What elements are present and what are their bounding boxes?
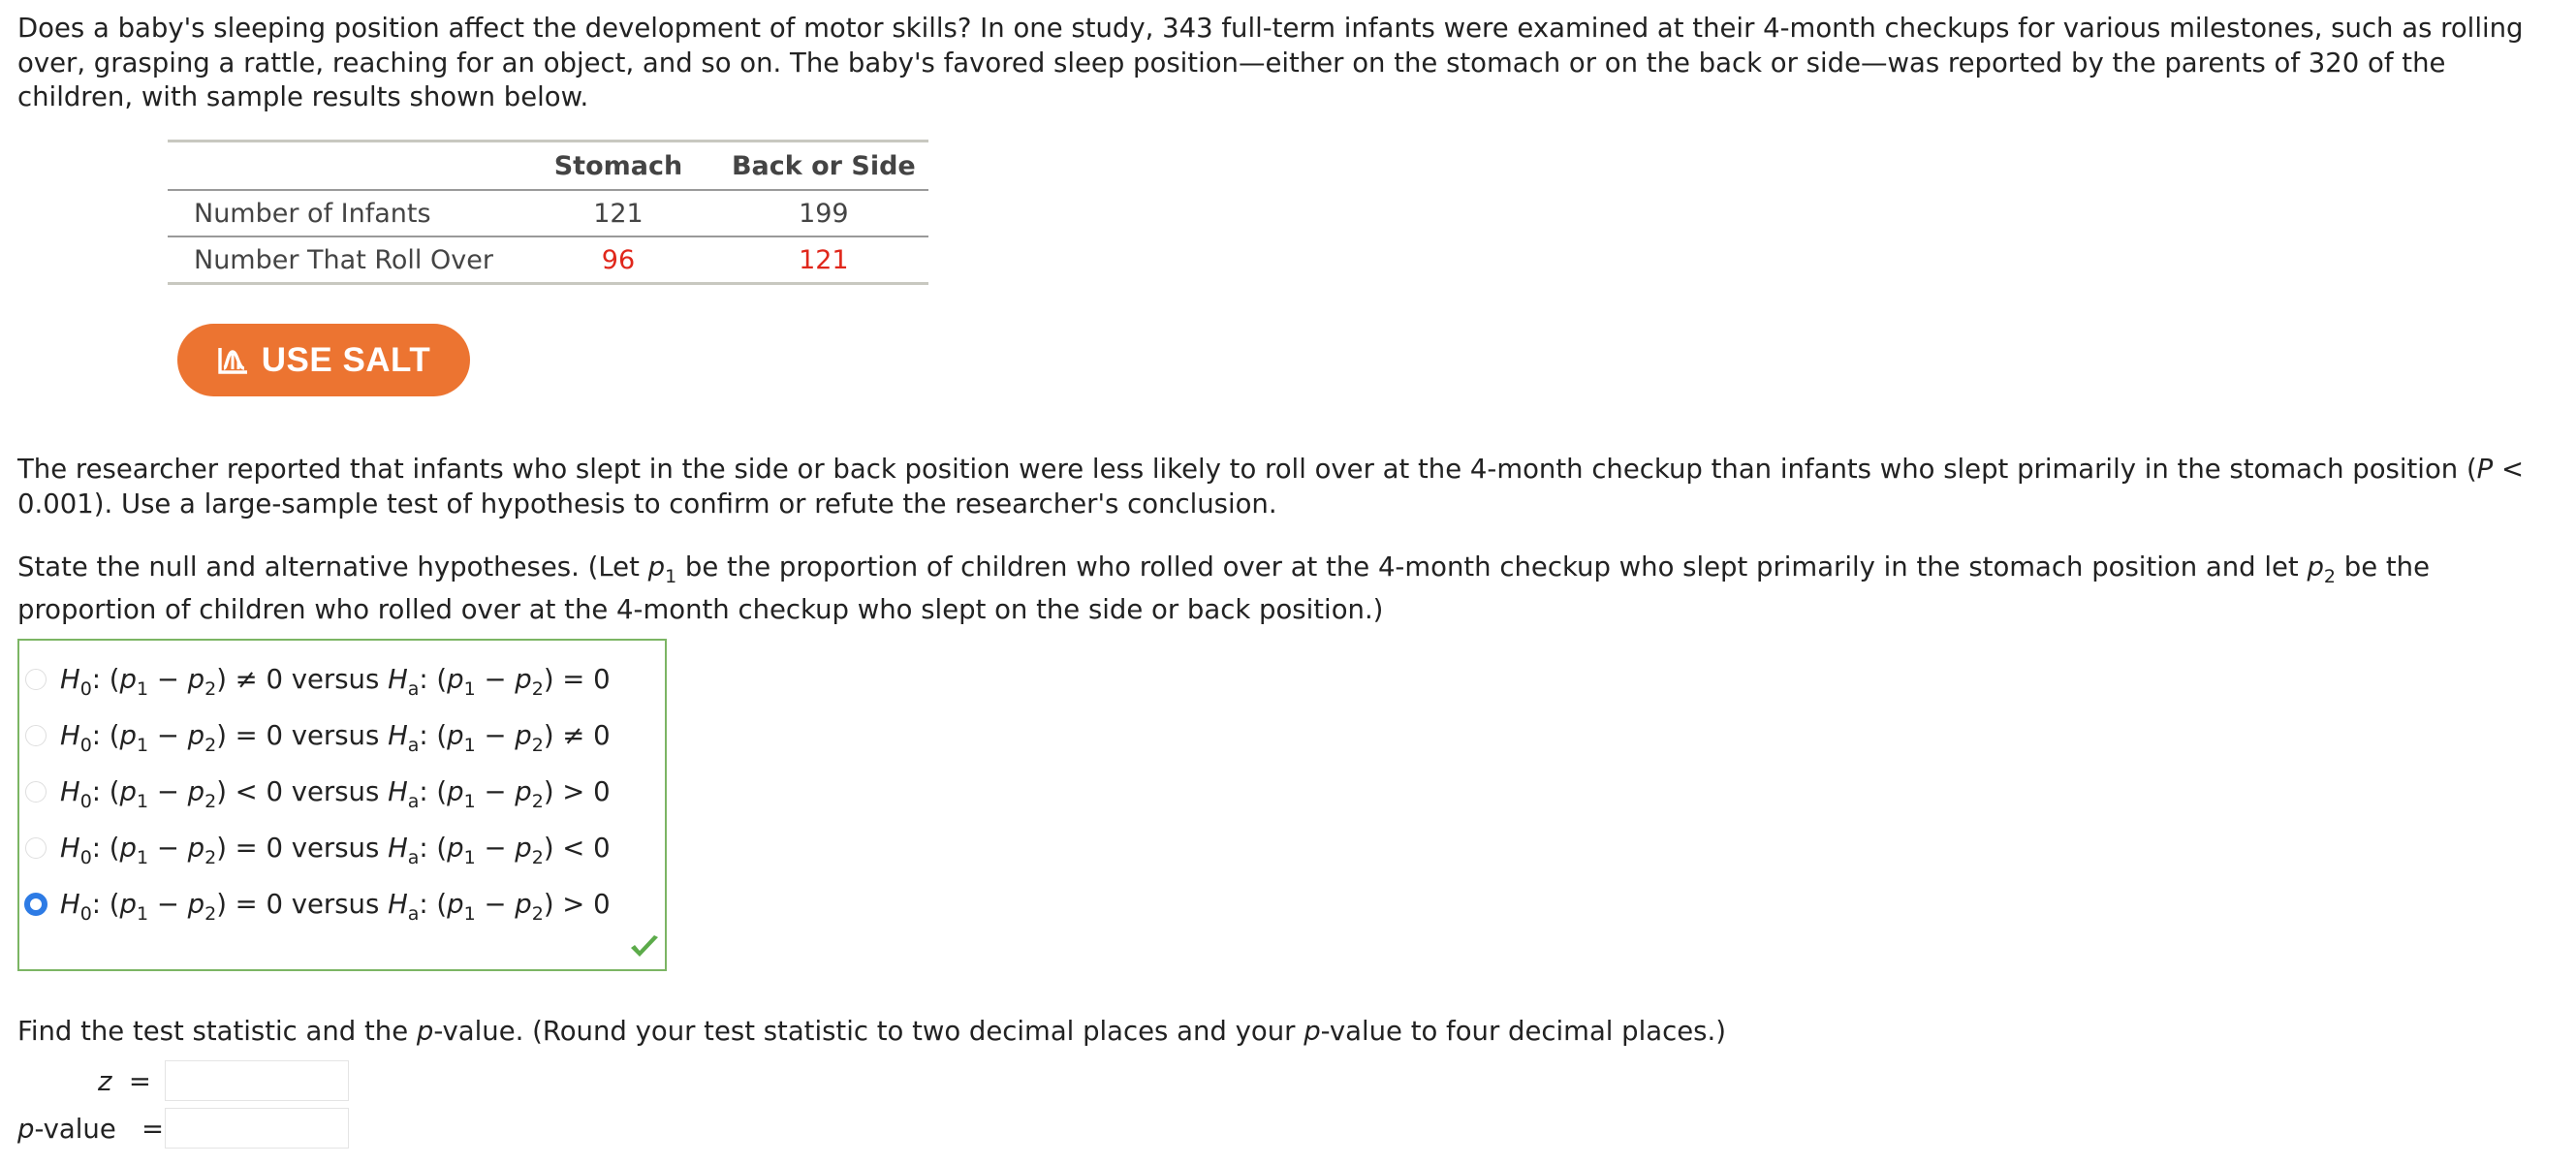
- radio-button[interactable]: [25, 669, 47, 690]
- p1-variable: $p_1$: [647, 551, 677, 587]
- p-variable: p: [1304, 1016, 1321, 1047]
- paragraph-text: be the proportion of children who rolled over at the 4-month checkup who slept primarily in the stomach position and let: [676, 551, 2308, 582]
- cell-stomach: 121: [518, 190, 718, 236]
- table-header-row: [168, 142, 928, 191]
- p-value-label-row: [17, 1108, 164, 1150]
- row-label: Number of Infants: [168, 190, 518, 236]
- researcher-paragraph: [17, 452, 2552, 521]
- option-text: $H_0$: $(p_1 - p_2) = 0$ versus $H_a$: $(p_1 - p_2) \ne 0$: [60, 720, 611, 756]
- versus-text: versus: [291, 889, 380, 920]
- checkmark-icon: [629, 934, 660, 960]
- h0-relation: <: [235, 776, 258, 807]
- option-text: $H_0$: $(p_1 - p_2) \ne 0$ versus $H_a$: $(p_1 - p_2) = 0$: [60, 664, 611, 700]
- zero-text: 0: [593, 664, 611, 695]
- z-label: z: [98, 1066, 112, 1097]
- z-input[interactable]: [165, 1060, 349, 1101]
- option-text: $H_0$: $(p_1 - p_2) = 0$ versus $H_a$: $(p_1 - p_2) > 0$: [60, 889, 611, 925]
- zero-text: 0: [593, 889, 611, 920]
- paragraph-text: -value. (Round your test statistic to two decimal places and your: [433, 1016, 1304, 1047]
- ha-relation: >: [562, 776, 585, 807]
- zero-text: 0: [266, 776, 283, 807]
- cell-back-or-side: 199: [719, 190, 928, 236]
- table-row: [168, 236, 928, 284]
- intro-paragraph: Does a baby's sleeping position affect the development of motor skills? In one study, 343 full-term infants were examined at their 4-month checkups for various milestones, such as rolling over, grasping a rattle, reaching for an object, and so on. The baby's favored sleep position—either on the stomach or on the back or side—was reported by the parents of 320 of the children, with sample results shown below.: [17, 13, 2524, 112]
- radio-button-selected[interactable]: [24, 893, 47, 916]
- p-label: p: [17, 1114, 35, 1145]
- ha-relation: =: [562, 664, 585, 695]
- table-row: [168, 190, 928, 236]
- table-header-blank: [168, 142, 518, 191]
- p-value-input[interactable]: [165, 1108, 349, 1149]
- zero-text: 0: [266, 833, 283, 864]
- salt-logo-icon: [217, 346, 250, 375]
- use-salt-button[interactable]: [177, 324, 470, 396]
- hypothesis-options: [17, 639, 667, 971]
- zero-text: 0: [266, 720, 283, 751]
- option-text: $H_0$: $(p_1 - p_2) = 0$ versus $H_a$: $(p_1 - p_2) < 0$: [60, 833, 611, 868]
- hypothesis-option[interactable]: [19, 652, 611, 707]
- versus-text: versus: [291, 776, 380, 807]
- equals-sign: =: [128, 1066, 151, 1097]
- paragraph-text: -value to four decimal places.): [1320, 1016, 1726, 1047]
- versus-text: versus: [291, 664, 380, 695]
- radio-button[interactable]: [25, 781, 47, 803]
- p-suffix: -value: [34, 1114, 116, 1145]
- row-label: Number That Roll Over: [194, 244, 493, 275]
- h0-relation: =: [235, 720, 258, 751]
- zero-text: 0: [593, 720, 611, 751]
- ha-relation: <: [562, 833, 585, 864]
- paragraph-text: Find the test statistic and the: [17, 1016, 417, 1047]
- p-variable: p: [416, 1016, 434, 1047]
- paragraph-text: The researcher reported that infants who slept in the side or back position were less likely to roll over at the 4-month checkup than infants who slept primarily in the stomach position (: [17, 454, 2477, 485]
- radio-button[interactable]: [25, 837, 47, 859]
- hypothesis-option[interactable]: [19, 765, 611, 819]
- hypothesis-option-selected[interactable]: [19, 877, 611, 931]
- paragraph-text: be the proportion of children who rolled over at the 4-month checkup who slept on the side or back position.): [17, 551, 2430, 625]
- hypothesis-option[interactable]: [19, 708, 611, 763]
- p2-variable: $p_2$: [2307, 551, 2336, 587]
- zero-text: 0: [593, 833, 611, 864]
- versus-text: versus: [291, 720, 380, 751]
- hypothesis-option[interactable]: [19, 821, 611, 875]
- ha-relation: >: [562, 889, 585, 920]
- table-header-back-or-side: Back or Side: [719, 142, 928, 191]
- z-label-row: [98, 1060, 151, 1103]
- option-text: $H_0$: $(p_1 - p_2) < 0$ versus $H_a$: $(p_1 - p_2) > 0$: [60, 776, 611, 812]
- paragraph-text: State the null and alternative hypotheses. (Let: [17, 551, 648, 582]
- ha-relation: ≠: [562, 720, 585, 751]
- data-table: [168, 140, 928, 285]
- versus-text: versus: [291, 833, 380, 864]
- zero-text: 0: [266, 889, 283, 920]
- radio-button[interactable]: [25, 725, 47, 746]
- cell-back-or-side: 121: [799, 244, 849, 275]
- table-header-stomach: Stomach: [518, 142, 718, 191]
- test-statistic-instructions: [17, 1014, 2552, 1049]
- paragraph-text: < 0.001). Use a large-sample test of hypothesis to confirm or refute the researcher's conclusion.: [17, 454, 2525, 520]
- h0-relation: ≠: [235, 664, 258, 695]
- use-salt-label: USE SALT: [261, 340, 431, 379]
- hypotheses-instructions: [17, 546, 2552, 631]
- cell-stomach: 96: [601, 244, 636, 275]
- h0-relation: =: [235, 833, 258, 864]
- h0-relation: =: [235, 889, 258, 920]
- p-variable: P: [2476, 454, 2494, 485]
- equals-sign: =: [141, 1114, 165, 1145]
- zero-text: 0: [266, 664, 283, 695]
- zero-text: 0: [593, 776, 611, 807]
